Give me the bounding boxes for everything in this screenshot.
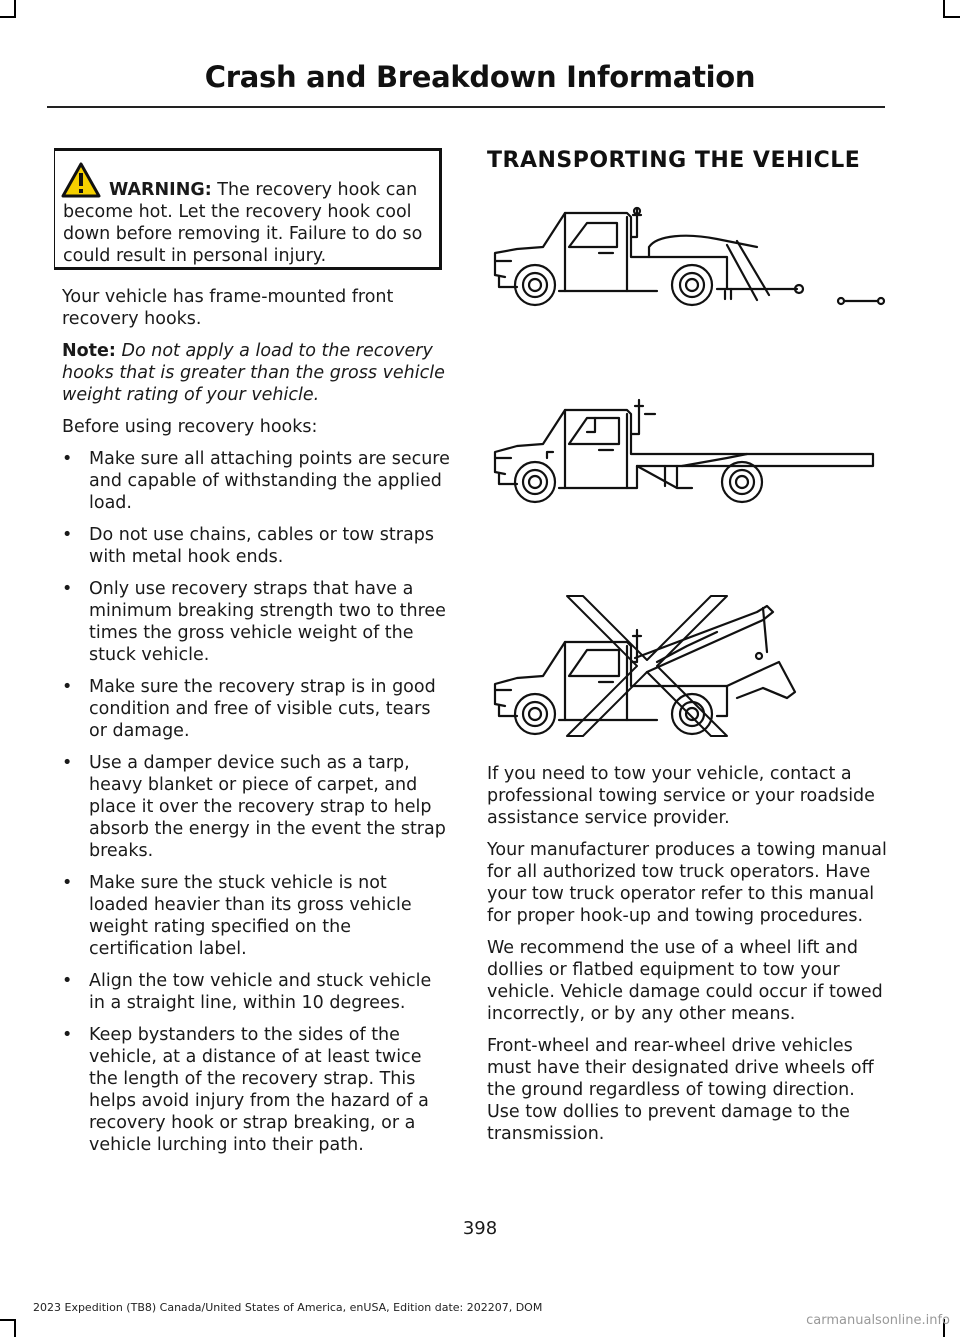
list-item-text: Use a damper device such as a tarp, heavy blanket or piece of carpet, and place it over the recovery strap to help absorb the energy in the event the strap breaks. [89,753,446,861]
section-title: TRANSPORTING THE VEHICLE [487,148,861,173]
list-item [62,872,450,960]
bullet-icon: • [62,525,73,545]
list-item-text: Do not use chains, cables or tow straps with metal hook ends. [89,525,434,567]
list-item [62,970,450,1014]
wheel-lift-tow-truck-illustration [487,205,892,315]
crop-mark [14,1319,16,1337]
crop-mark [0,16,16,18]
list-item-text: Keep bystanders to the sides of the vehicle, at a distance of at least twice the length of the recovery strap. This helps avoid injury from the hazard of a recovery hook or strap breaking, or a vehicle lurching into their path. [89,1025,429,1155]
bullet-icon: • [62,873,73,893]
note-text: Do not apply a load to the recovery hooks that is greater than the gross vehicle weight rating of your vehicle. [62,341,445,405]
watermark[interactable]: carmanualsonline.info [806,1313,950,1328]
list-item [62,752,450,862]
list-item [62,676,450,742]
crop-mark [943,16,960,18]
bullet-icon: • [62,971,73,991]
footer-text: 2023 Expedition (TB8) Canada/United States of America, enUSA, Edition date: 202207, DOM [33,1301,543,1314]
list-item [62,524,450,568]
note-paragraph [62,340,450,406]
tow-paragraph-4: Front-wheel and rear-wheel drive vehicles must have their designated drive wheels off the ground regardless of towing direction. Use tow dollies to prevent damage to the transmission. [487,1036,874,1144]
warning-box [54,148,442,270]
page-number: 398 [462,1218,498,1239]
list-item-text: Make sure the stuck vehicle is not loaded heavier than its gross vehicle weight rating specified on the certification label. [89,873,412,959]
precaution-list [62,448,450,1156]
crop-mark [0,1319,16,1321]
page-title: Crash and Breakdown Information [204,60,756,94]
bullet-icon: • [62,753,73,773]
bullet-icon: • [62,449,73,469]
before-paragraph: Before using recovery hooks: [62,417,318,437]
sling-tow-truck-crossed-illustration [487,592,807,742]
list-item-text: Only use recovery straps that have a minimum breaking strength two to three times the gross vehicle weight of the stuck vehicle. [89,579,446,665]
intro-paragraph: Your vehicle has frame-mounted front recovery hooks. [62,287,394,329]
right-column [487,763,887,1155]
warning-triangle-icon [60,161,102,199]
list-item [62,578,450,666]
list-item [62,448,450,514]
tow-paragraph-3: We recommend the use of a wheel lift and dollies or flatbed equipment to tow your vehicle. Vehicle damage could occur if towed incorrectly, or by any other means. [487,938,883,1024]
flatbed-tow-truck-illustration [487,398,887,508]
list-item-text: Align the tow vehicle and stuck vehicle in a straight line, within 10 degrees. [89,971,432,1013]
list-item-text: Make sure the recovery strap is in good condition and free of visible cuts, tears or damage. [89,677,436,741]
left-column [62,286,450,1166]
list-item-text: Make sure all attaching points are secure and capable of withstanding the applied load. [89,449,450,513]
note-label: Note: [62,341,116,361]
list-item [62,1024,450,1156]
header-divider [47,106,885,108]
bullet-icon: • [62,677,73,697]
tow-paragraph-2: Your manufacturer produces a towing manual for all authorized tow truck operators. Have your tow truck operator refer to this manual for proper hook-up and towing procedures. [487,840,887,926]
warning-text [63,179,433,267]
tow-paragraph-1: If you need to tow your vehicle, contact a professional towing service or your roadside assistance service provider. [487,764,875,828]
bullet-icon: • [62,579,73,599]
warning-body: The recovery hook can become hot. Let the recovery hook cool down before removing it. Failure to do so could result in personal injury. [63,180,423,266]
bullet-icon: • [62,1025,73,1045]
warning-label: WARNING: [109,180,212,200]
